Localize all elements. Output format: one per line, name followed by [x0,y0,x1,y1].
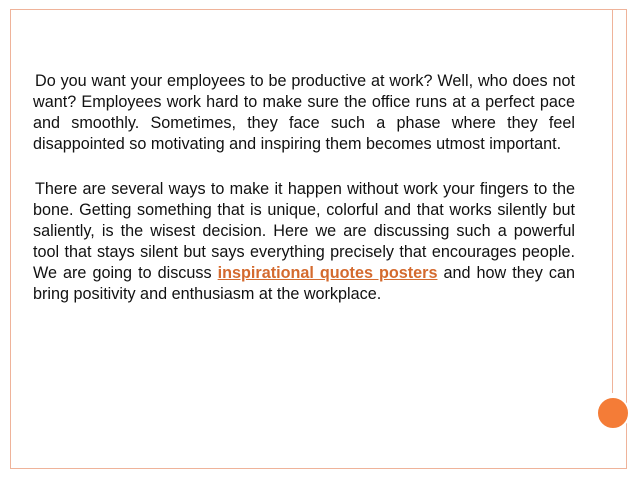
accent-circle-icon [596,396,630,430]
paragraph-ways-text-after: and how they can bring positivity and enthusiasm at the workplace. [33,264,575,303]
paragraph-ways [33,179,575,305]
paragraph-ways-text-before: There are several ways to make it happen without work your fingers to the bone. Getting something that is unique, colorful and that works silently but saliently, is the wisest decision. Here we are discussing such a powerful tool that stays silent but says everything precisely that encourages people. We are going to discuss [33,180,575,282]
inspirational-quotes-posters-link[interactable]: inspirational quotes posters [217,264,438,282]
paragraph-intro: Do you want your employees to be productive at work? Well, who does not want? Employees work hard to make sure the office runs at a perfect pace and smoothly. Sometimes, they face such a phase where they feel disappointed so motivating and inspiring them becomes utmost important. [33,72,575,153]
frame-vertical-line [612,9,613,393]
slide-body [33,71,575,305]
